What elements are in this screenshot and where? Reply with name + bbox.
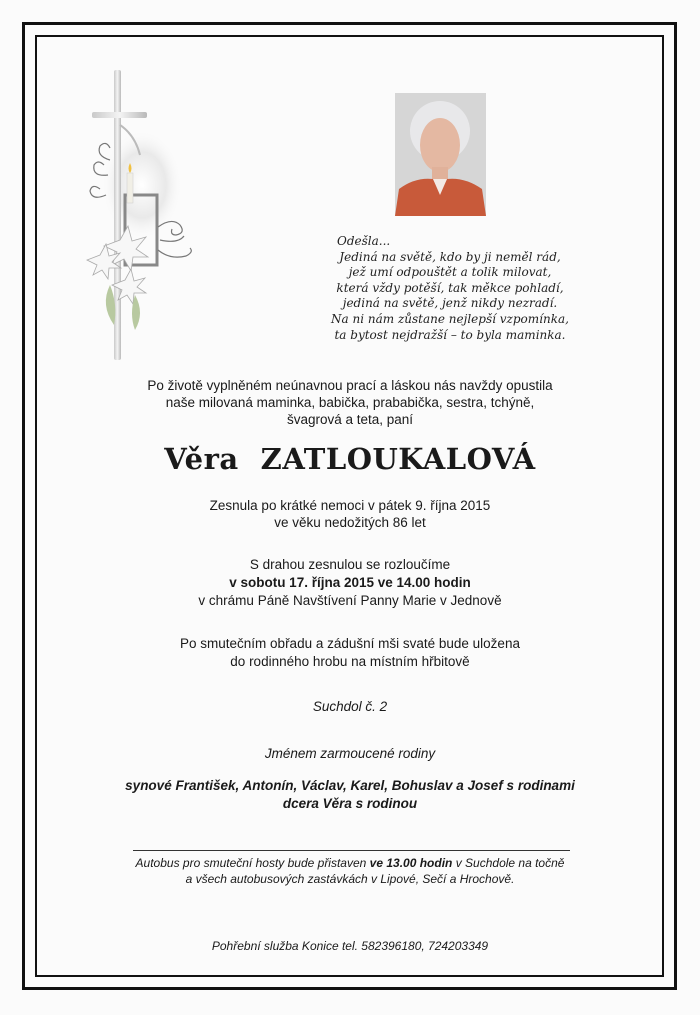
poem-line: jediná na světě, jenž nikdy nezradí. xyxy=(342,296,558,311)
mourning-family xyxy=(0,777,700,813)
portrait-photo xyxy=(395,93,486,216)
family-address: Suchdol č. 2 xyxy=(312,699,388,714)
bus-line: a všech autobusových zastávkách v Lipové, Sečí a Hrochově. xyxy=(185,872,515,886)
cross-and-lilies-decoration xyxy=(80,65,220,365)
family-line: dcera Věra s rodinou xyxy=(282,796,418,811)
death-notice xyxy=(0,497,700,531)
intro-line: Po životě vyplněném neúnavnou prací a láskou nás navždy opustila xyxy=(147,378,553,393)
intro-line: naše milovaná maminka, babička, prababička, sestra, tchýně, xyxy=(165,395,535,410)
poem-line: která vždy potěší, tak měkce pohladí, xyxy=(336,280,564,295)
bus-notice xyxy=(0,855,700,887)
burial-line: do rodinného hrobu na místním hřbitově xyxy=(230,654,470,669)
bus-text: Autobus pro smuteční hosty bude přistaven xyxy=(135,856,370,870)
deceased-surname: ZATLOUKALOVÁ xyxy=(260,442,536,476)
announcement-intro xyxy=(0,377,700,428)
deceased-first-name: Věra xyxy=(164,442,239,476)
candle xyxy=(127,173,133,203)
face xyxy=(420,118,460,172)
family-heading: Jménem zarmoucené rodiny xyxy=(264,746,436,761)
death-line: Zesnula po krátké nemoci v pátek 9. října 2015 xyxy=(209,498,491,513)
burial-notice xyxy=(0,635,700,671)
bus-text: v Suchdole na točně xyxy=(452,856,565,870)
death-line: ve věku nedožitých 86 let xyxy=(274,515,426,530)
poem-line: Na ni nám zůstane nejlepší vzpomínka, xyxy=(331,311,569,326)
cross-horizontal-beam xyxy=(92,112,147,118)
poem-line: jež umí odpouštět a tolik milovat, xyxy=(348,265,552,280)
family-line: synové František, Antonín, Václav, Karel, Bohuslav a Josef s rodinami xyxy=(125,778,575,793)
farewell-ceremony xyxy=(0,556,700,610)
intro-line: švagrová a teta, paní xyxy=(286,412,414,427)
portrait-illustration xyxy=(395,93,486,216)
bus-line xyxy=(0,855,700,871)
burial-line: Po smutečním obřadu a zádušní mši svaté bude uložena xyxy=(180,636,520,651)
funeral-service-contact: Pohřební služba Konice tel. 582396180, 724203349 xyxy=(211,939,489,953)
deceased-name xyxy=(0,442,700,476)
farewell-date: v sobotu 17. října 2015 ve 14.00 hodin xyxy=(229,575,471,590)
poem-line: Odešla... xyxy=(337,234,391,248)
memorial-poem xyxy=(300,234,600,343)
bus-time: ve 13.00 hodin xyxy=(369,856,453,870)
poem-line: Jediná na světě, kdo by ji neměl rád, xyxy=(339,249,561,264)
divider-line xyxy=(133,850,570,851)
farewell-location: v chrámu Páně Navštívení Panny Marie v Jednově xyxy=(198,593,502,608)
farewell-line: S drahou zesnulou se rozloučíme xyxy=(249,557,451,572)
poem-line: ta bytost nejdražší – to byla maminka. xyxy=(334,327,566,342)
